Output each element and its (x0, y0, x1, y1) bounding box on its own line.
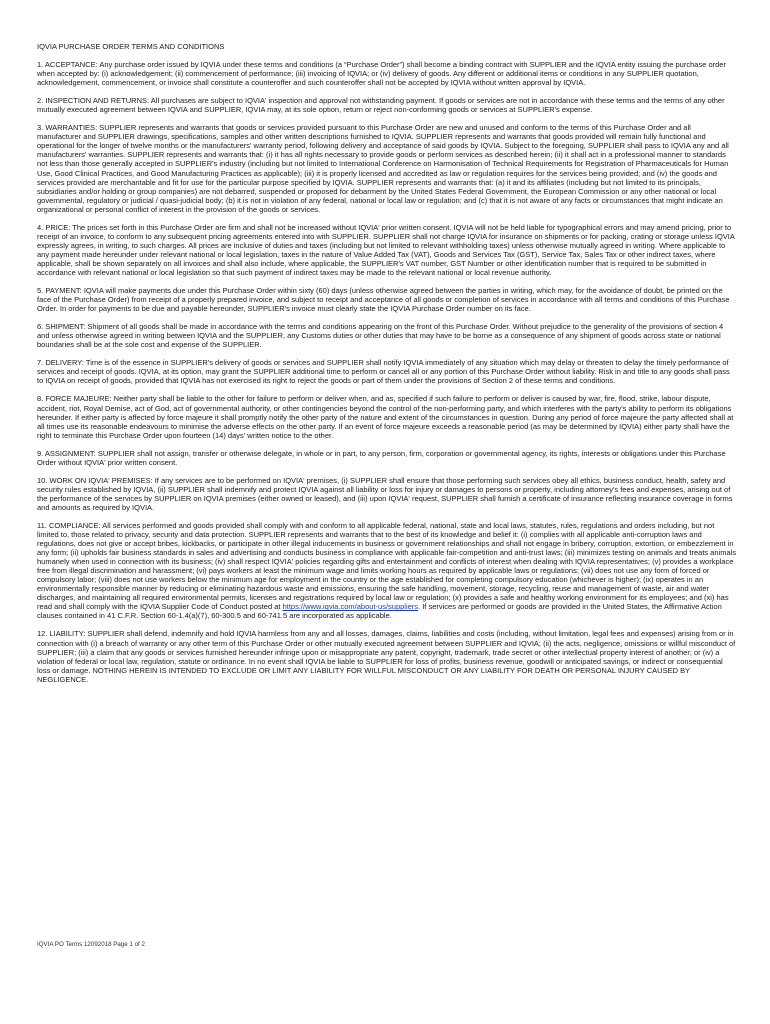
clause-shipment: 6. SHIPMENT: Shipment of all goods shall be made in accordance with the terms and conditions appearing on the front of this Purchase Order. Without prejudice to the generality of the provisions of section 4 and unless otherwise agreed in writing between IQVIA and the SUPPLIER, any Customs duties or other duties that may have to be borne as a consequence of any shipment of goods across state or national boundaries shall be at the sole cost and expense of the SUPPLIER. (37, 322, 724, 350)
page-footer: IQVIA PO Terms 12092018 Page 1 of 2 (37, 941, 145, 948)
supplier-code-link[interactable]: https://www.iqvia.com/about-us/suppliers (282, 602, 419, 612)
clause-payment: 5. PAYMENT: IQVIA will make payments due under this Purchase Order within sixty (60) days (unless otherwise agreed between the parties in writing, which may, for the avoidance of doubt, be printed on the face of the Purchase Order) from receipt of a properly prepared invoice, and subject to receipt and acceptance of all goods or completion of services in accordance with all terms and conditions of this Purchase Order. In order for payments to be due and payable hereunder, SUPPLIER's invoice must clearly state the IQVIA Purchase Order number on its face. (37, 286, 730, 314)
clause-price: 4. PRICE: The prices set forth in this Purchase Order are firm and shall not be increased without IQVIA' prior written consent. IQVIA will not be held liable for typographical errors and may amend pricing, prior to receipt of an invoice, to conform to any subsequent pricing agreements entered into with SUPPLIER. SUPPLIER shall not charge IQVIA for insurance on shipments or for packing, crating or storage unless IQVIA expressly agrees, in writing, to such charges. All prices are inclusive of duties and taxes (including but not limited to relevant withholding taxes) unless otherwise mutually agreed in writing. Where applicable to any payment made hereunder under relevant national or local legislation, taxes in the nature of Value Added Tax (VAT), Goods and Services Tax (GST), Service Tax, Sales Tax or other indirect taxes, where applicable, shall be shown separately on all invoices and shall also include, where applicable, the SUPPLIER's VAT number, GST Number or other identification number that is required to be submitted in accordance with relevant national or local legislation so that such payment of indirect taxes may be made to the relevant national or local revenue authority. (37, 222, 735, 277)
compliance-text-end: . If services are performed or goods are provided in the United States, the Affirmative Action clauses contained in 41 C.F.R. Section 60-1.4(a)(7), 60-300.5 and 60-741.5 are incorporated as applicable. (37, 602, 722, 621)
clause-work-on-premises: 10. WORK ON IQVIA' PREMISES: If any services are to be performed on IQVIA' premises, (i) SUPPLIER shall ensure that those performing such services obey all ethics, business conduct, health, safety and security rules established by IQVIA, (ii) SUPPLIER shall indemnify and protect IQVIA against all liability or loss for injury or damages to persons or property, including attorney's fees and expenses, arising out of the performance of the services by SUPPLIER on IQVIA premises (either owned or leased), and (iii) upon IQVIA' request, SUPPLIER shall furnish a certificate of insurance reflecting insurance coverage in forms and amounts as required by IQVIA. (37, 475, 733, 512)
clause-acceptance: 1. ACCEPTANCE: Any purchase order issued by IQVIA under these terms and conditions (a “Purchase Order”) shall become a binding contract with SUPPLIER and the IQVIA entity issuing the purchase order when accepted by: (i) acknowledgement; (ii) commencement of performance; (iii) invoicing of IQVIA; or (iv) delivery of goods. Any different or additional items or conditions in any SUPPLIER quotation, acknowledgement, commencement, or invoice shall constitute a counteroffer and such counteroffer shall not be accepted by IQVIA without written approval by IQVIA. (37, 60, 726, 88)
clause-compliance (37, 521, 737, 621)
clause-liability: 12. LIABILITY: SUPPLIER shall defend, indemnify and hold IQVIA harmless from any and all losses, damages, claims, liabilities and costs (including, without limitation, legal fees and expenses) arising from or in connection with (i) a breach of warranty or any other term of this Purchase Order or other mutually executed agreement between SUPPLIER and IQVIA; (ii) the acts, negligence, omissions or willful misconduct of SUPPLIER; (iii) a claim that any goods or services furnished hereunder infringe upon or misappropriate any patent, copyright, trademark, trade secret or other intellectual property interest of another; or (iv) a violation of federal or local law, regulation, statute or ordinance. In no event shall IQVIA be liable to SUPPLIER for loss of profits, business revenue, goodwill or anticipated savings, or indirect or consequential loss or damage. NOTHING HEREIN IS INTENDED TO EXCLUDE OR LIMIT ANY LIABILITY FOR WILLFUL MISCONDUCT OR ANY LIABILITY FOR DEATH OR PERSONAL INJURY CAUSED BY NEGLIGENCE. (37, 629, 736, 684)
clause-inspection-returns: 2. INSPECTION AND RETURNS: All purchases are subject to IQVIA' inspection and approval not withstanding payment. If goods or services are not in accordance with these terms and the terms of any other mutually executed agreement between IQVIA and SUPPLIER, IQVIA may, at its sole option, return or reject non-conforming goods or services at SUPPLIER's expense. (37, 96, 725, 115)
clause-delivery: 7. DELIVERY: Time is of the essence in SUPPLIER's delivery of goods or services and SUPPLIER shall notify IQVIA immediately of any situation which may delay or threaten to delay the timely performance of services and receipt of goods. IQVIA, at its option, may grant the SUPPLIER additional time to perform or cancel all or any portion of this Purchase Order without liability. Risk in and title to any goods shall pass to IQVIA on receipt of goods, provided that IQVIA has not exercised its right to reject the goods or part of them under the provisions of Section 2 of these terms and conditions. (37, 358, 730, 386)
document-body (37, 42, 737, 693)
document-title: IQVIA PURCHASE ORDER TERMS AND CONDITIONS (37, 42, 225, 51)
clause-warranties: 3. WARRANTIES: SUPPLIER represents and warrants that goods or services provided pursuant to this Purchase Order are new and unused and conform to the terms of this Purchase Order and all manufacturer and SUPPLIER drawings, specifications, samples and other written descriptions furnished to IQVIA. SUPPLIER represents and warrants that goods provided will remain fully functional and operational for the longer of twelve months or the manufacturers' warranty period, following delivery and acceptance of said goods by IQVIA. Subject to the foregoing, SUPPLIER shall pass to IQVIA any and all manufacturers' warranties. SUPPLIER represents and warrants that: (i) it has all rights necessary to provide goods or perform services as described herein; (ii) it shall act in a professional manner to standards not less than those generally accepted in SUPPLIER's industry (including but not limited to International Conference on Harmonisation of Technical Requirements for Registration of Pharmaceuticals for Human Use, Good Clinical Practices, and Good Manufacturing Practices as applicable); (iii) it is properly licensed and accredited as law or regulation requires for the services being provided; and (iv) the goods and services provided are merchantable and fit for use for the particular purpose specified by IQVIA. SUPPLIER represents and warrants that: (a) it and its affiliates (including but not limited to its principals, subsidiaries and/or holding or group companies) are not debarred, suspended or proposed for debarment by the United States Federal Government, the European Commission or any other national or local governmental, regulatory or judicial / quasi-judicial body; (b) it is not in violation of any federal, national or local law or regulation; and (c) that it is not aware of any facts or circumstances that might indicate an organizational or personal conflict of interest in the provision of the goods or services. (37, 123, 729, 214)
clause-force-majeure: 8. FORCE MAJEURE: Neither party shall be liable to the other for failure to perform or deliver when, and as, specified if such failure to perform or deliver is caused by war, fire, flood, strike, labour dispute, accident, riot, Royal Demise, act of God, act of governmental authority, or other contingencies beyond the control of the non-performing party, and which interferes with the party's ability to perform its obligations hereunder. If either party is affected by force majeure it shall promptly notify the other party of the nature and extent of the circumstances in question. During any period of force majeure the party affected shall at all times use its reasonable endeavours to minimise the adverse effects on the other party. If an event of force majeure exceeds a reasonable period (as may be determined by IQVIA) either party shall have the right to terminate this Purchase Order upon fourteen (14) days' written notice to the other. (37, 394, 734, 440)
compliance-text-start: 11. COMPLIANCE: All services performed and goods provided shall comply with and conform to all applicable federal, national, state and local laws, statutes, rules, regulations and orders including, but not limited to, those related to privacy, security and data protection. SUPPLIER represents and warrants that to the best of its knowledge and belief it: (i) complies with all applicable anti-corruption laws and regulations, does not give or accept bribes, kickbacks, or participate in other illegal inducements in business or government relationships and shall not engage in bribery, corruption, extortion, or embezzlement in any form; (ii) upholds fair business standards in sales and advertising and conducts business in compliance with applicable fair-competition and anti-trust laws; (iii) minimizes testing on animals and treats animals humanely when used in connection with its business; (iv) shall respect IQVIA' policies regarding gifts and entertainment and conflicts of interest when dealing with IQVIA representatives; (v) provides a workplace free from illegal discrimination and harassment; (vi) pays workers at least the minimum wage and limits working hours as required by applicable laws or regulations; (vii) does not use any form of forced or compulsory labor; (viii) does not use workers below the minimum age for employment in the country or the age established for completing compulsory education (whichever is higher); (ix) operates in an environmentally responsible manner by reducing or eliminating hazardous waste and emissions, ensuring the safe handling, movement, storage, recycling, reuse and management of waste, air and water discharges, and maintaining all required environmental permits, licenses and registrations required by local law or regulation; (x) provides a safe and healthy working environment for its employees; and (xi) has read and shall comply with the IQVIA Supplier Code of Conduct posted at (37, 520, 737, 612)
clause-assignment: 9. ASSIGNMENT: SUPPLIER shall not assign, transfer or otherwise delegate, in whole or in part, to any person, firm, corporation or governmental agency, its rights, interests or obligations under this Purchase Order without IQVIA' prior written consent. (37, 448, 726, 467)
